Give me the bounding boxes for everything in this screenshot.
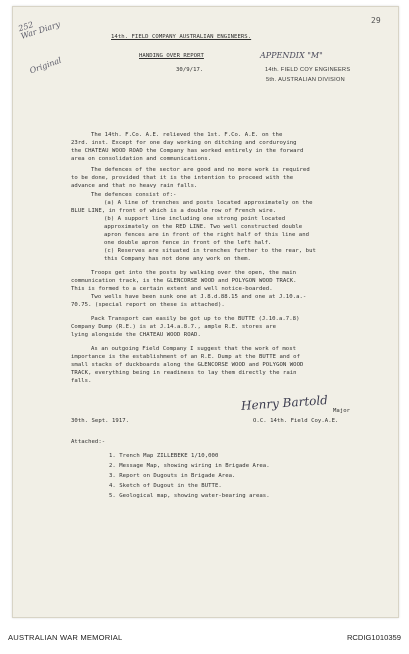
signature: Henry Bartold (240, 392, 329, 414)
attachment-item: 4. Sketch of Dugout in the BUTTE. (109, 483, 222, 489)
attachment-item: 5. Geological map, showing water-bearing areas. (109, 493, 270, 499)
body-line: area on consolidation and communications. (71, 156, 212, 162)
body-line: (a) A line of trenches and posts located approximately on the (104, 200, 313, 206)
unit-stamp-line-2: 5th. AUSTRALIAN DIVISION (266, 77, 346, 83)
body-line: the CHATEAU WOOD ROAD the Company has worked entirely in the forward (71, 148, 304, 154)
body-line: small stacks of duckboards along the GLENCORSE WOOD and POLYGON WOOD (71, 362, 304, 368)
body-line: 70.75. (special report on these is attached). (71, 302, 225, 308)
attachment-item: 1. Trench Map ZILLEBEKE 1/10,000 (109, 453, 219, 459)
body-line: This is formed to a certain extent and well notice-boarded. (71, 286, 273, 292)
body-line: BLUE LINE, in front of which is a double row of French wire. (71, 208, 277, 214)
document-page (12, 6, 399, 618)
body-line: TRACK, everything being in readiness to lay them directly the rain (71, 370, 297, 376)
footer-institution: AUSTRALIAN WAR MEMORIAL (8, 633, 123, 642)
body-line: The defences of the sector are good and no more work is required (91, 167, 310, 173)
body-line: to be done, provided that it is the intention to proceed with the (71, 175, 294, 181)
body-line: Two wells have been sunk one at J.8.d.88.15 and one at J.10.a.- (91, 294, 307, 300)
body-line: Pack Transport can easily be got up to the BUTTE (J.10.a.7.8) (91, 316, 300, 322)
signature-rank: Major (333, 408, 351, 414)
body-line: this Company has not done any work on them. (104, 256, 251, 262)
body-line: advance and that no heavy rain falls. (71, 183, 198, 189)
body-line: falls. (71, 378, 92, 384)
handwritten-war-diary: 252 War Diary (17, 19, 62, 41)
body-line: Company Dump (R.E.) is at J.14.a.8.7., ample R.E. stores are (71, 324, 277, 330)
body-line: lying alongside the CHATEAU WOOD ROAD. (71, 332, 201, 338)
unit-stamp-line-1: 14th. FIELD COY ENGINEERS (265, 67, 351, 73)
document-date: 30/9/17. (176, 67, 204, 73)
sign-date: 30th. Sept. 1917. (71, 418, 130, 424)
handwritten-appendix: APPENDIX "M" (260, 51, 323, 60)
signature-title: O.C. 14th. Field Coy.A.E. (253, 418, 339, 424)
attachment-item: 2. Message Map, showing wiring in Brigade Area. (109, 463, 270, 469)
body-line: one double apron fence in front of the left half. (104, 240, 272, 246)
archive-footer (0, 620, 409, 654)
body-line: apron fences are in front of the right half of this line and (104, 232, 310, 238)
handwritten-original: Original (28, 55, 63, 76)
body-line: As an outgoing Field Company I suggest that the work of most (91, 346, 297, 352)
attachment-item: 3. Report on Dugouts in Brigade Area. (109, 473, 236, 479)
page-number: 29 (371, 16, 381, 25)
footer-record-id: RCDIG1010359 (346, 633, 401, 642)
body-line: (c) Reserves are situated in trenches further to the rear, but (104, 248, 316, 254)
document-heading: 14th. FIELD COMPANY AUSTRALIAN ENGINEERS. (111, 34, 252, 40)
body-line: The defences consist of:- (91, 192, 177, 198)
body-line: Troops get into the posts by walking over the open, the main (91, 270, 297, 276)
attached-label: Attached:- (71, 439, 106, 445)
body-line: 23rd. inst. Except for one day working on ditching and corduroying (71, 140, 297, 146)
body-line: communication track, is the GLENCORSE WOOD and POLYGON WOOD TRACK. (71, 278, 297, 284)
body-line: importance is the establishment of an R.E. Dump at the BUTTE and of (71, 354, 300, 360)
body-line: approximately on the RED LINE. Two well constructed double (104, 224, 303, 230)
body-line: The 14th. F.Co. A.E. relieved the 1st. F.Co. A.E. on the (91, 132, 283, 138)
document-subheading: HANDING OVER REPORT (139, 53, 204, 59)
body-line: (b) A support line including one strong point located (104, 216, 286, 222)
